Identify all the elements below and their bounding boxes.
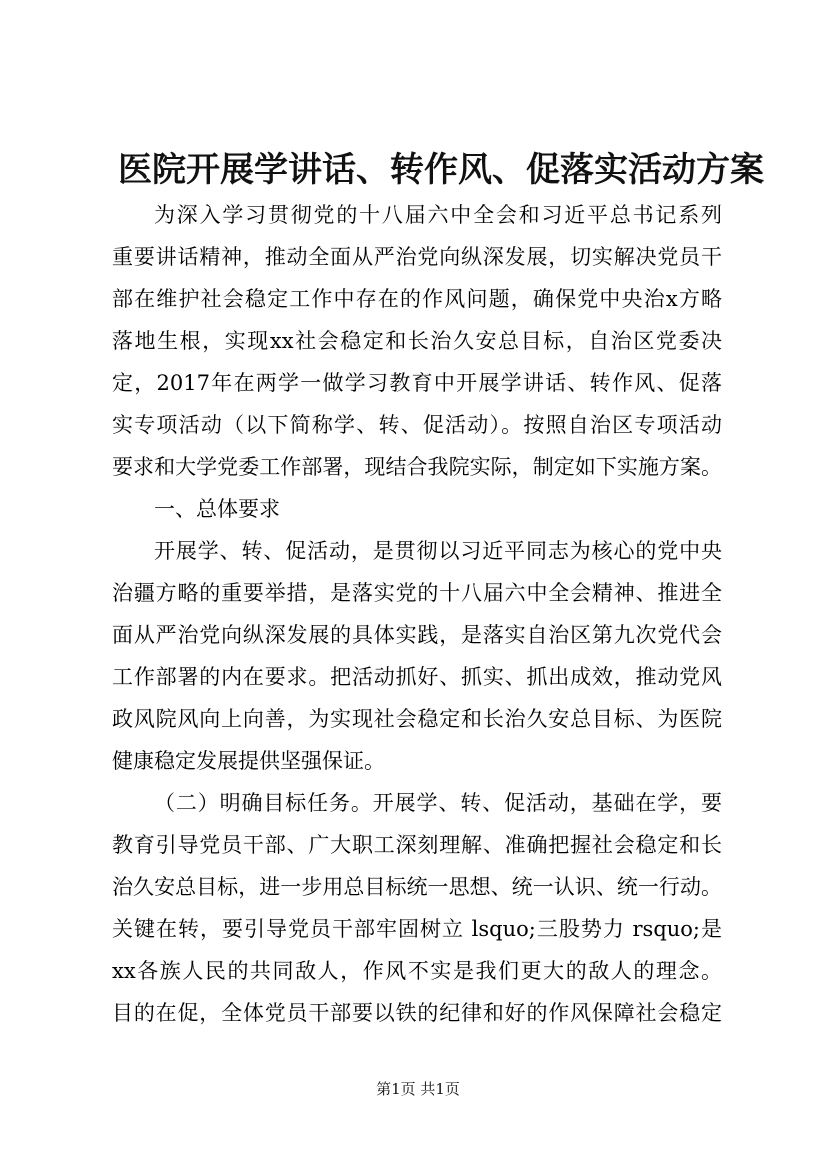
page-footer: 第1页 共1页 [376, 1080, 460, 1098]
section-heading: 一、总体要求 [154, 497, 280, 521]
paragraph-line: 工作部署的内在要求。把活动抓好、抓实、抓出成效，推动党风 [112, 665, 722, 689]
document-title: 医院开展学讲话、转作风、促落实活动方案 [118, 150, 764, 190]
document-body [112, 194, 722, 1034]
paragraph-line: 落地生根，实现xx社会稳定和长治久安总目标，自治区党委决 [112, 329, 722, 353]
paragraph-line: 关键在转，要引导党员干部牢固树立 lsquo;三股势力 rsquo;是 [112, 917, 722, 941]
paragraph-line: xx各族人民的共同敌人，作风不实是我们更大的敌人的理念。 [112, 959, 722, 983]
paragraph-line: （二）明确目标任务。开展学、转、促活动，基础在学，要 [154, 791, 722, 815]
paragraph-line: 治疆方略的重要举措，是落实党的十八届六中全会精神、推进全 [112, 581, 722, 605]
paragraph-line: 治久安总目标，进一步用总目标统一思想、统一认识、统一行动。 [112, 875, 722, 899]
paragraph-line: 实专项活动（以下简称学、转、促活动）。按照自治区专项活动 [112, 413, 722, 437]
paragraph-line: 教育引导党员干部、广大职工深刻理解、准确把握社会稳定和长 [112, 833, 722, 857]
paragraph-line: 健康稳定发展提供坚强保证。 [112, 749, 385, 773]
paragraph-line: 开展学、转、促活动，是贯彻以习近平同志为核心的党中央 [154, 539, 722, 563]
paragraph-line: 面从严治党向纵深发展的具体实践，是落实自治区第九次党代会 [112, 623, 722, 647]
section-paragraph [112, 530, 722, 782]
paragraph-line: 要求和大学党委工作部署，现结合我院实际，制定如下实施方案。 [112, 455, 722, 479]
paragraph-line: 定，2017年在两学一做学习教育中开展学讲话、转作风、促落 [112, 371, 722, 395]
paragraph-line: 政风院风向上向善，为实现社会稳定和长治久安总目标、为医院 [112, 707, 722, 731]
paragraph-line: 目的在促，全体党员干部要以铁的纪律和好的作风保障社会稳定 [112, 1001, 722, 1025]
paragraph-line: 为深入学习贯彻党的十八届六中全会和习近平总书记系列 [154, 203, 722, 227]
intro-paragraph [112, 194, 722, 488]
paragraph-line: 重要讲话精神，推动全面从严治党向纵深发展，切实解决党员干 [112, 245, 722, 269]
paragraph-line: 部在维护社会稳定工作中存在的作风问题，确保党中央治x方略 [112, 287, 722, 311]
subsection-paragraph [112, 782, 722, 1034]
